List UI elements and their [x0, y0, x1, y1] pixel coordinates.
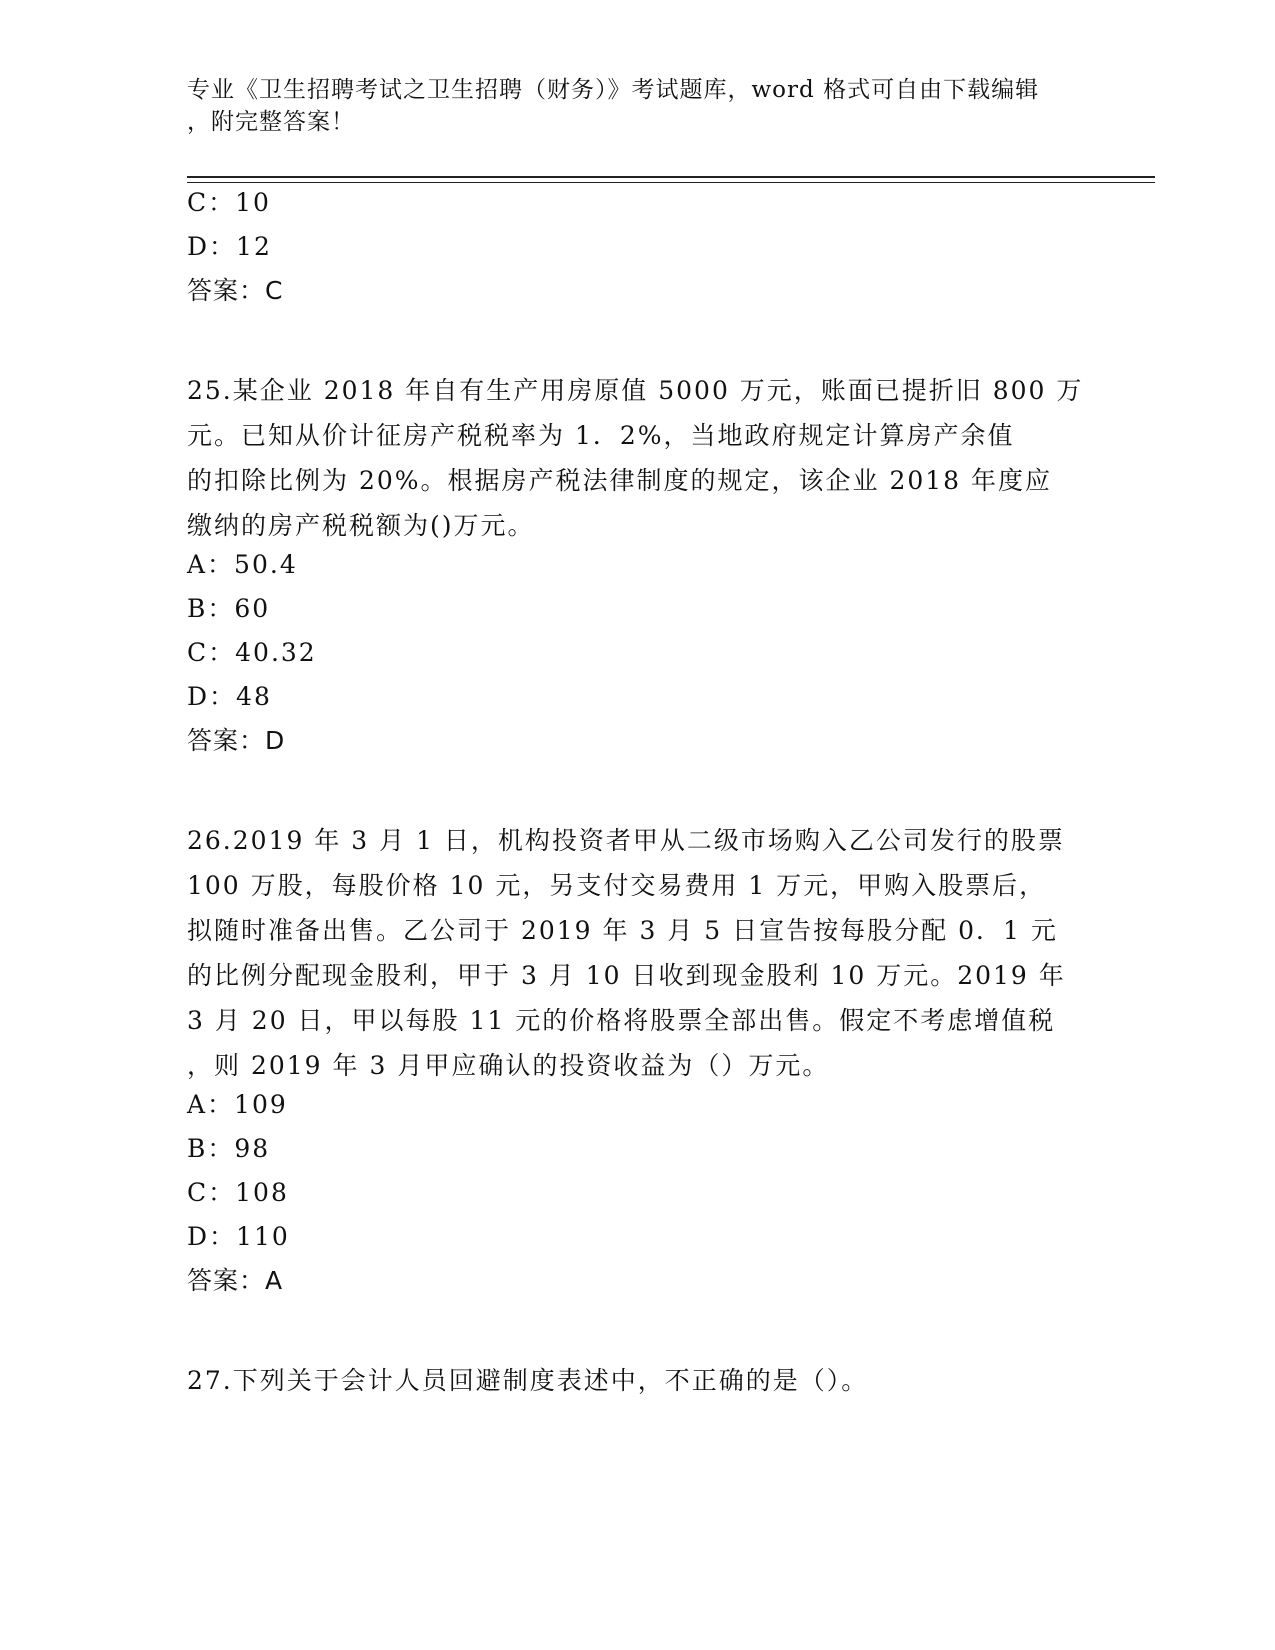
q24-option-d: D：12 [187, 232, 272, 261]
q26-option-c: C：108 [187, 1178, 289, 1207]
q26-option-a: A：109 [187, 1090, 288, 1119]
q26-stem-line: 拟随时准备出售。乙公司于 2019 年 3 月 5 日宣告按每股分配 0．1 元 [187, 916, 1058, 945]
q27-stem [187, 1358, 1087, 1403]
q24-option-c: C：10 [187, 188, 271, 217]
q25-stem-line: 25.某企业 2018 年自有生产用房原值 5000 万元，账面已提折旧 800 万 [187, 376, 1084, 405]
q25-answer: 答案：D [187, 726, 286, 755]
q25-option-a: A：50.4 [187, 550, 298, 579]
q26-stem-line: ，则 2019 年 3 月甲应确认的投资收益为（）万元。 [187, 1051, 830, 1080]
q25-option-b: B：60 [187, 594, 271, 623]
header-divider-thick [187, 176, 1155, 178]
q26-stem [187, 818, 1087, 1088]
q26-option-d: D：110 [187, 1222, 290, 1251]
q25-stem [187, 368, 1087, 548]
q26-stem-line: 的比例分配现金股利，甲于 3 月 10 日收到现金股利 10 万元。2019 年 [187, 961, 1066, 990]
q26-stem-line: 3 月 20 日，甲以每股 11 元的价格将股票全部出售。假定不考虑增值税 [187, 1006, 1056, 1035]
q26-stem-line: 26.2019 年 3 月 1 日，机构投资者甲从二级市场购入乙公司发行的股票 [187, 826, 1065, 855]
q25-stem-line: 的扣除比例为 20%。根据房产税法律制度的规定，该企业 2018 年度应 [187, 466, 1053, 495]
header-divider-thin [187, 182, 1155, 183]
q24-answer: 答案：C [187, 276, 284, 305]
header-line-2: ，附完整答案！ [187, 109, 355, 135]
document-header [187, 74, 1067, 138]
q26-stem-line: 100 万股，每股价格 10 元，另支付交易费用 1 万元，甲购入股票后， [187, 871, 1047, 900]
q27-stem-line: 27.下列关于会计人员回避制度表述中，不正确的是（）。 [187, 1366, 869, 1395]
q26-answer: 答案：A [187, 1266, 284, 1295]
q25-option-d: D：48 [187, 682, 272, 711]
q25-option-c: C：40.32 [187, 638, 317, 667]
header-line-1: 专业《卫生招聘考试之卫生招聘（财务）》考试题库，word 格式可自由下载编辑 [187, 77, 1040, 103]
q26-option-b: B：98 [187, 1134, 271, 1163]
q25-stem-line: 缴纳的房产税税额为()万元。 [187, 511, 535, 540]
q25-stem-line: 元。已知从价计征房产税税率为 1．2%，当地政府规定计算房产余值 [187, 421, 1015, 450]
